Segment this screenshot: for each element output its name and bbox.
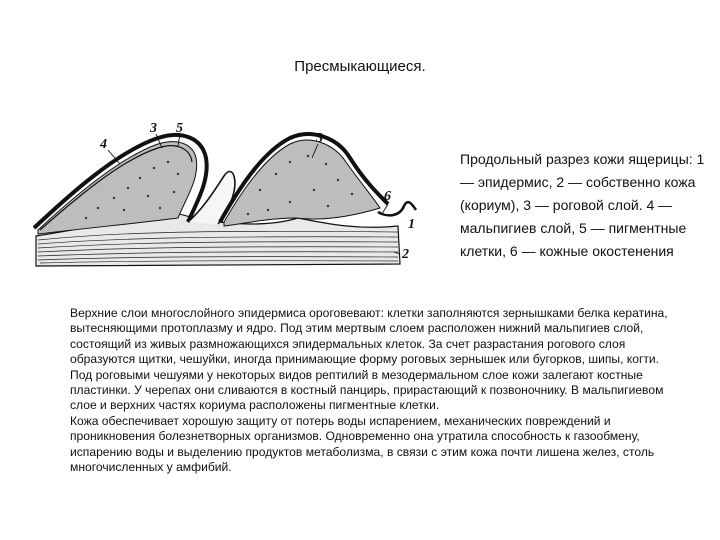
skin-section-figure: [28, 118, 428, 278]
figure-label-3a: 3: [150, 121, 157, 136]
lizard-skin-section-drawing: [28, 118, 428, 278]
scale-tip: [378, 202, 416, 215]
body-text: [70, 306, 680, 475]
figure-label-1: 1: [408, 217, 415, 232]
figure-caption: Продольный разрез кожи ящерицы: 1 — эпидермис, 2 — собственно кожа (кориум), 3 — роговой слой. 4 — мальпигиев слой, 5 — пигментные клетки, 6 — кожные окостенения: [460, 151, 705, 259]
slide-title: Пресмыкающиеся.: [294, 58, 426, 75]
paragraph-epidermis: Верхние слои многослойного эпидермиса ороговевают: клетки заполняются зернышками белка кератина, вытесняющими протоплазму и ядро. Под этим мертвым слоем расположен нижний мальпигиев слой, состоящий из живых размножающихся эпидермальных клеток. За счет разрастания рогового слоя образуются щитки, чешуйки, иногда принимающие форму роговых зернышек или бугорков, шипы, когти. Под роговыми чешуями у некоторых видов рептилий в мезодермальном слое кожи залегают костные пластинки. У черепах они сливаются в костный панцирь, прирастающий к позвоночнику. В мальпигиевом слое и верхних частях кориума расположены пигментные клетки.: [70, 306, 668, 413]
figure-label-5: 5: [176, 121, 183, 136]
figure-label-6: 6: [384, 189, 391, 204]
figure-label-3b: 3: [316, 131, 323, 146]
figure-label-4: 4: [100, 137, 107, 152]
paragraph-skin-function: Кожа обеспечивает хорошую защиту от потерь воды испарением, механических повреждений и проникновения болезнетворных организмов. Одновременно она утратила способность к газообмену, испарению воды и выделению продуктов метаболизма, в связи с этим кожа почти лишена желез, столь многочисленных у амфибий.: [70, 413, 655, 475]
figure-label-2: 2: [402, 247, 409, 262]
